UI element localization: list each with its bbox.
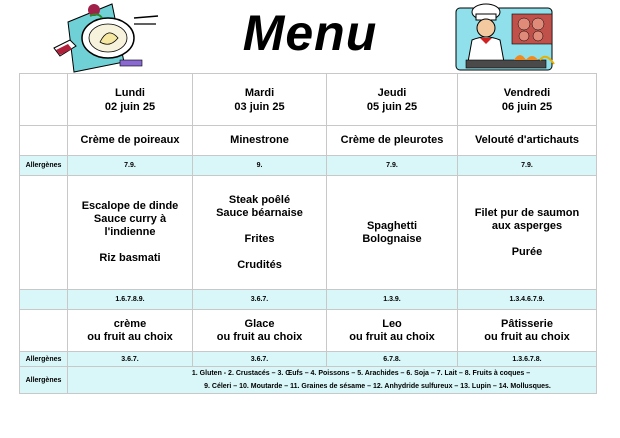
dish-line: Riz basmati	[99, 252, 161, 264]
day-date: 02 juin 25	[104, 100, 156, 113]
allergen-codes: 9.	[193, 156, 327, 176]
dish-line: ou fruit au choix	[87, 330, 173, 343]
allergen-codes: 3.6.7.	[193, 352, 327, 367]
day-name: Mardi	[244, 86, 275, 99]
dessert-dish	[327, 310, 458, 352]
allergen-legend-row	[20, 367, 597, 394]
allergen-codes: 6.7.8.	[327, 352, 458, 367]
dessert-row	[20, 310, 597, 352]
dish-line: Frites	[244, 232, 275, 245]
starter-dish: Minestrone	[193, 126, 327, 156]
table-setting-illustration	[50, 2, 162, 74]
dish-line: Leo	[382, 317, 402, 330]
row-label-cell	[20, 126, 68, 156]
day-date: 06 juin 25	[501, 100, 553, 113]
dish-line: Bolognaise	[362, 232, 422, 245]
allergens-label: Allergènes	[20, 156, 68, 176]
starter-dish: Crème de poireaux	[68, 126, 193, 156]
allergen-codes: 7.9.	[68, 156, 193, 176]
day-header	[68, 74, 193, 126]
dish-line: Filet pur de saumon	[474, 206, 580, 219]
day-date: 03 juin 25	[234, 100, 285, 113]
row-label-cell	[20, 176, 68, 290]
dish-line: ou fruit au choix	[216, 330, 303, 343]
main-dish	[327, 176, 458, 290]
allergen-codes: 1.3.4.6.7.9.	[458, 290, 597, 310]
dessert-allergens-row	[20, 352, 597, 367]
dish-line: Sauce curry à	[93, 213, 167, 225]
day-header	[193, 74, 327, 126]
allergen-legend	[68, 367, 597, 394]
day-header	[327, 74, 458, 126]
row-label-cell	[20, 310, 68, 352]
legend-line: 1. Gluten - 2. Crustacés – 3. Œufs – 4. Poissons – 5. Arachides – 6. Soja – 7. Lait – 8. Fruits à coques –	[191, 370, 531, 377]
dish-line: ou fruit au choix	[349, 330, 435, 343]
allergen-codes: 1.3.9.	[327, 290, 458, 310]
dish-line: aux asperges	[491, 219, 563, 232]
main-dish	[193, 176, 327, 290]
dish-line: Glace	[244, 317, 275, 330]
day-name: Jeudi	[377, 86, 407, 99]
dish-line: Purée	[511, 245, 543, 258]
dish-line: Crudités	[237, 258, 282, 271]
dish-line: Steak poêlé	[228, 193, 291, 206]
main-allergens-row	[20, 290, 597, 310]
menu-table	[19, 73, 597, 394]
main-course-row	[20, 176, 597, 290]
chef-grilling-illustration	[454, 2, 560, 74]
dessert-dish	[193, 310, 327, 352]
page-title: Menu	[242, 5, 378, 61]
dish-line: Pâtisserie	[501, 317, 553, 330]
main-dish	[458, 176, 597, 290]
days-header-row	[20, 74, 597, 126]
day-header	[458, 74, 597, 126]
starter-allergens-row	[20, 156, 597, 176]
row-label-cell	[20, 290, 68, 310]
allergens-label: Allergènes	[20, 367, 68, 394]
allergens-label: Allergènes	[20, 352, 68, 367]
dish-line: l'indienne	[104, 226, 156, 238]
starter-dish: Velouté d'artichauts	[458, 126, 597, 156]
allergen-codes: 3.6.7.	[193, 290, 327, 310]
dish-line: Spaghetti	[366, 219, 418, 232]
day-name: Vendredi	[503, 86, 551, 99]
legend-line: 9. Céleri – 10. Moutarde – 11. Graines de sésame – 12. Anhydride sulfureux – 13. Lupin – 14. Mollusques.	[204, 383, 551, 390]
day-date: 05 juin 25	[366, 100, 418, 113]
dish-line: Sauce béarnaise	[216, 206, 303, 219]
dessert-dish	[458, 310, 597, 352]
dish-line: Escalope de dinde	[81, 200, 179, 212]
starter-row	[20, 126, 597, 156]
starter-dish: Crème de pleurotes	[327, 126, 458, 156]
allergen-codes: 3.6.7.	[68, 352, 193, 367]
dish-line: ou fruit au choix	[484, 330, 570, 343]
allergen-codes: 1.3.6.7.8.	[458, 352, 597, 367]
allergen-codes: 7.9.	[458, 156, 597, 176]
day-name: Lundi	[115, 86, 145, 99]
main-dish	[68, 176, 193, 290]
dish-line: crème	[113, 317, 147, 330]
allergen-codes: 1.6.7.8.9.	[68, 290, 193, 310]
corner-cell	[20, 74, 68, 126]
dessert-dish	[68, 310, 193, 352]
allergen-codes: 7.9.	[327, 156, 458, 176]
